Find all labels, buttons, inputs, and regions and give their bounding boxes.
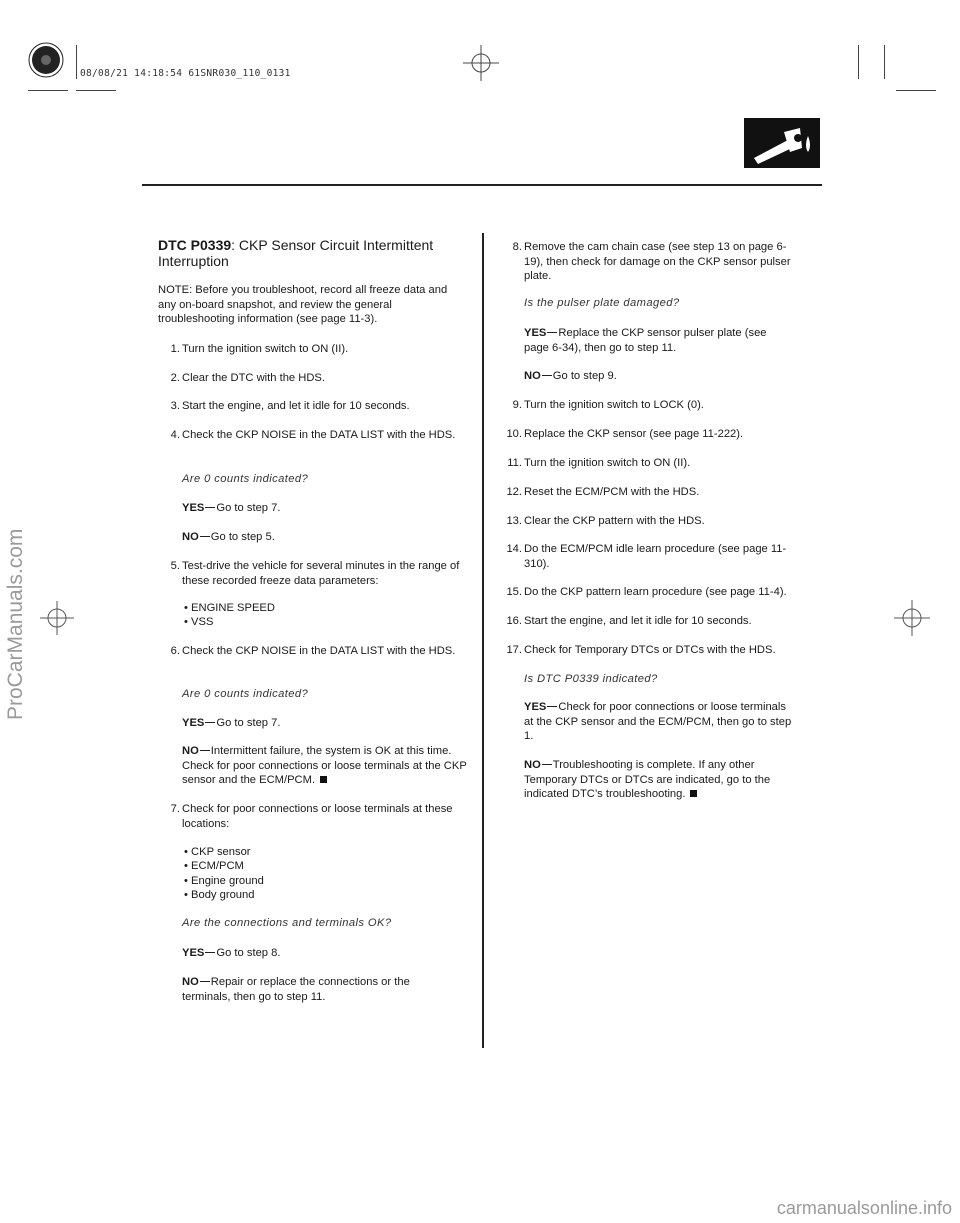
yes-answer-4: YES Go to step 7. (182, 502, 281, 514)
yes-answer-7: YES Go to step 8. (182, 947, 281, 959)
yes-answer-17: YES Check for poor connections or loose terminals at the CKP sensor and the ECM/PCM, then go to step 1. (524, 701, 792, 743)
column-divider (482, 233, 484, 1048)
question-7: Are the connections and terminals OK? (182, 917, 392, 929)
side-watermark: ProCarManuals.com (4, 528, 27, 720)
question-17: Is DTC P0339 indicated? (524, 673, 658, 685)
dtc-title-text: : CKP Sensor Circuit Intermittent Interruption (158, 237, 434, 269)
bullet-vss: • VSS (184, 616, 214, 628)
fuel-system-icon (744, 118, 820, 168)
print-timestamp: 08/08/21 14:18:54 61SNR030_110_0131 (80, 68, 291, 79)
no-answer-17: NO Troubleshooting is complete. If any other Temporary DTCs or DTCs are indicated, go to the indicated DTC’s troubleshooting. (524, 759, 771, 801)
note-text: NOTE: Before you troubleshoot, record all freeze data and any on-board snapshot, and review the general troubleshooting information (see page 11-3). (158, 284, 448, 326)
no-answer-7: NO Repair or replace the connections or the terminals, then go to step 11. (182, 976, 410, 1003)
crosshair-icon (463, 45, 499, 81)
page-title (158, 237, 478, 269)
bottom-watermark: carmanualsonline.info (776, 1198, 952, 1218)
no-answer-6: NO Intermittent failure, the system is OK at this time. Check for poor connections or loose terminals at the CKP sensor and the ECM/PCM. (182, 745, 467, 787)
no-answer-4: NO Go to step 5. (182, 531, 275, 543)
crosshair-icon (26, 40, 66, 80)
header-rule (142, 184, 822, 186)
question-4: Are 0 counts indicated? (182, 473, 309, 485)
bullet-ckp-sensor: • CKP sensor (184, 846, 251, 858)
bullet-ecm-pcm: • ECM/PCM (184, 860, 244, 872)
bullet-engine-ground: • Engine ground (184, 875, 264, 887)
question-8: Is the pulser plate damaged? (524, 297, 680, 309)
yes-answer-6: YES Go to step 7. (182, 717, 281, 729)
no-answer-8: NO Go to step 9. (524, 370, 617, 382)
bullet-engine-speed: • ENGINE SPEED (184, 602, 275, 614)
crosshair-icon (894, 600, 930, 636)
dtc-code: DTC P0339 (158, 237, 232, 253)
end-square-icon (690, 790, 697, 797)
bullet-body-ground: • Body ground (184, 889, 255, 901)
question-6: Are 0 counts indicated? (182, 688, 309, 700)
end-square-icon (320, 776, 327, 783)
crosshair-icon (40, 601, 74, 635)
yes-answer-8: YES Replace the CKP sensor pulser plate (see page 6-34), then go to step 11. (524, 327, 767, 354)
